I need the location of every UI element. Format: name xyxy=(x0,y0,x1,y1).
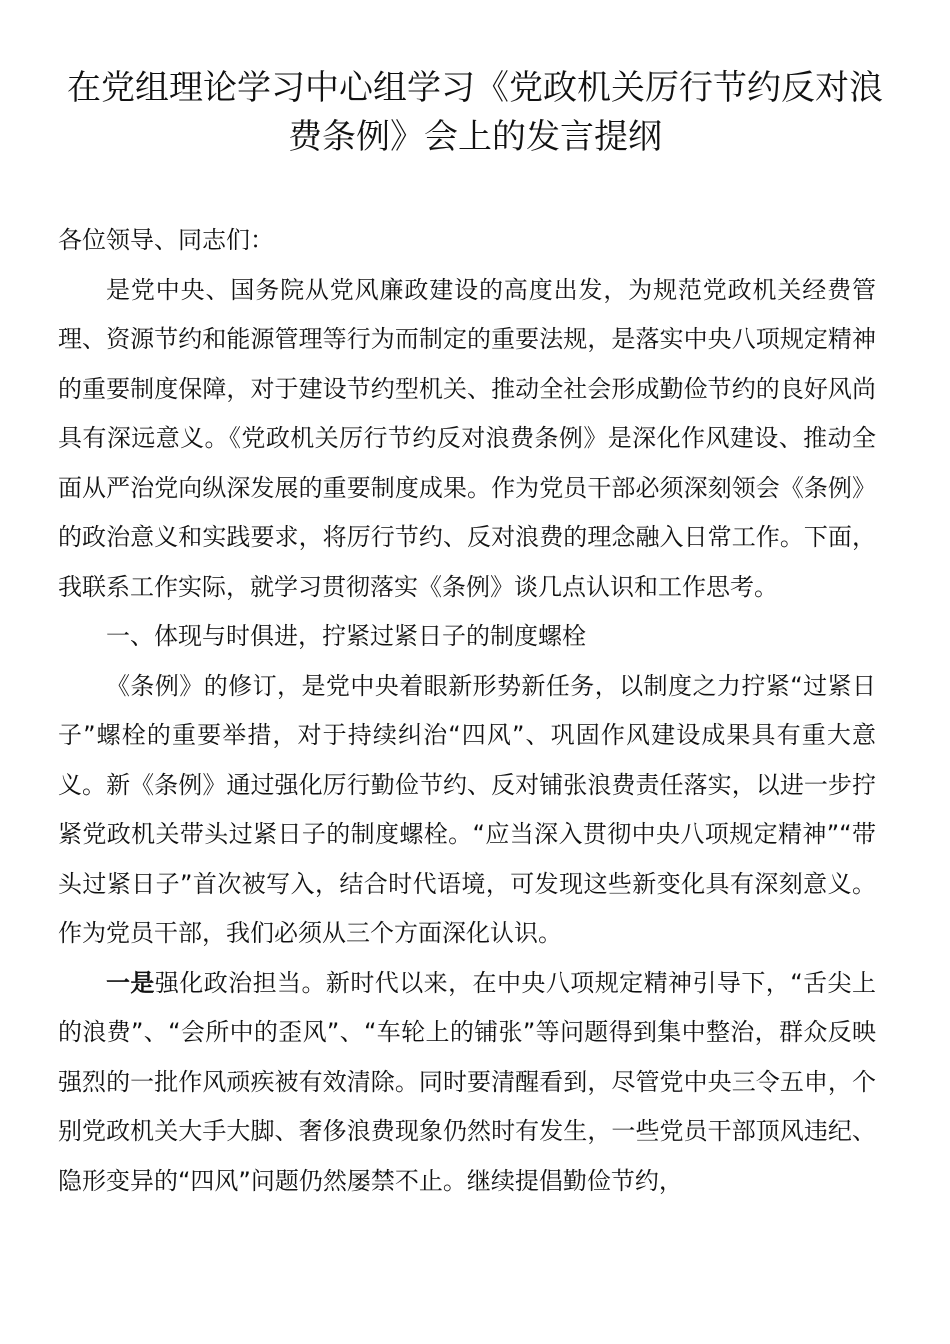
intro-paragraph: 是党中央、国务院从党风廉政建设的高度出发，为规范党政机关经费管理、资源节约和能源管理等行为而制定的重要法规，是落实中央八项规定精神的重要制度保障，对于建设节约型机关、推动全社会形成勤俭节约的良好风尚具有深远意义。《党政机关厉行节约反对浪费条例》是深化作风建设、推动全面从严治党向纵深发展的重要制度成果。作为党员干部必须深刻领会《条例》的政治意义和实践要求，将厉行节约、反对浪费的理念融入日常工作。下面，我联系工作实际，就学习贯彻落实《条例》谈几点认识和工作思考。 xyxy=(58,275,876,601)
document-body xyxy=(58,216,876,1206)
point-1-text: 强化政治担当。新时代以来，在中央八项规定精神引导下，“舌尖上的浪费”、“会所中的歪风”、“车轮上的铺张”等问题得到集中整治，群众反映强烈的一批作风顽疾被有效清除。同时要清醒看到，尽管党中央三令五申，个别党政机关大手大脚、奢侈浪费现象仍然时有发生，一些党员干部顶风违纪、隐形变异的“四风”问题仍然屡禁不止。继续提倡勤俭节约， xyxy=(58,968,876,1195)
section-1-paragraph: 《条例》的修订，是党中央着眼新形势新任务，以制度之力拧紧“过紧日子”螺栓的重要举措，对于持续纠治“四风”、巩固作风建设成果具有重大意义。新《条例》通过强化厉行勤俭节约、反对铺张浪费责任落实，以进一步拧紧党政机关带头过紧日子的制度螺栓。“应当深入贯彻中央八项规定精神”“带头过紧日子”首次被写入，结合时代语境，可发现这些新变化具有深刻意义。作为党员干部，我们必须从三个方面深化认识。 xyxy=(58,671,876,947)
point-1-label: 一是 xyxy=(106,968,155,997)
salutation: 各位领导、同志们： xyxy=(58,226,274,254)
point-1-paragraph xyxy=(58,959,876,1207)
section-1-heading: 一、体现与时俱进，拧紧过紧日子的制度螺栓 xyxy=(106,622,586,650)
document-title: 在党组理论学习中心组学习《党政机关厉行节约反对浪费条例》会上的发言提纲 xyxy=(67,68,883,157)
